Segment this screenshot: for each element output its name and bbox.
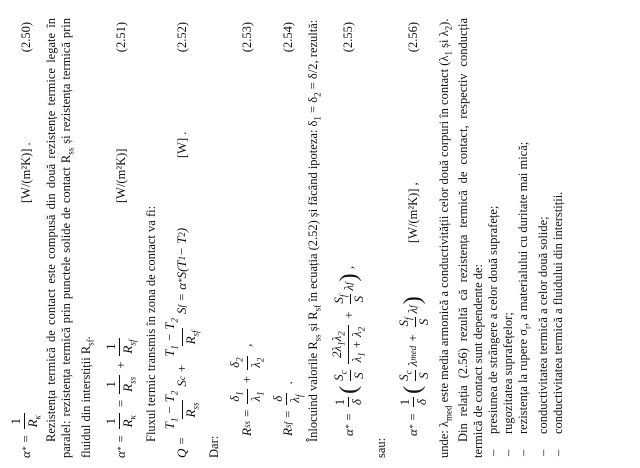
equation-2-54-formula: R sf = δ $\lambda_f$ . (270, 380, 305, 436)
equation-2-54-number: (2.54) (280, 22, 295, 53)
equation-2-54 (270, 18, 306, 458)
paragraph-unde: unde: $\lambda_{med}$ este media armonică a conductivității celor două corpuri în contact ($\lambda_1$ și $\lambda_2$). (436, 18, 453, 458)
equation-2-52-unit: [W] . (174, 131, 189, 158)
equation-2-53 (224, 18, 270, 458)
paragraph-rezistenta: Rezistența termică de contact este compusă din două rezistențe termice legate în paralel: rezistența termică prin punctele solide de contact $R_{ss}$ și rezistența termică prin fluidul din interstiții $R_{sf}$. (44, 18, 95, 458)
equation-2-50-unit: [W/(m²K)] . (18, 142, 33, 203)
equation-2-56-formula: α * = 1 δ ( $S_c$ S λ med + $S_f$ S λ f ) (395, 296, 431, 436)
list-item: – rezistența la rupere $\sigma_r$, a materialului cu duritate mai mică; (516, 141, 533, 456)
document-body (8, 18, 566, 458)
label-dar: Dar: (207, 435, 221, 458)
paragraph-din-relatia: Din relația (2.56) rezultă că rezistența termică de contact, respectiv conducția termică de contact sunt dependente de: (456, 18, 485, 458)
list-item: – conductivitatea termică a fluidului din interstiții. (550, 191, 565, 456)
paragraph-inlocuind: Înlocuind valorile $R_{ss}$ și $R_{sf}$ în ecuația (2.52) și făcând ipoteza: $\delta_1 = \delta_2 = \delta/2$, rezultă: (306, 19, 323, 442)
list-item: – rugozitatea suprafețelor; (501, 312, 515, 456)
equation-2-50-number: (2.50) (18, 22, 33, 53)
equation-2-56-unit: [W/(m²K)] , (406, 182, 420, 243)
equation-2-56-number: (2.56) (406, 22, 420, 53)
equation-2-53-number: (2.53) (239, 22, 254, 53)
equation-2-51-formula: α * = 1 $R_\kappa$ = 1 $R_{ss}$ + 1 $R_{sf}$ (103, 339, 138, 458)
paragraph-flux: Fluxul termic transmis în zona de contact va fi: (144, 205, 158, 442)
equation-2-53-formula: R ss = $\delta_1$ $\lambda_1$ + $\delta_2$ $\lambda_2$ , (227, 343, 266, 436)
equation-2-51-number: (2.51) (113, 22, 128, 53)
equation-2-50-formula: α * = 1 $R_\kappa$ (8, 415, 43, 458)
dependency-list (486, 18, 566, 458)
label-sau: sau: (373, 437, 388, 458)
list-item: – conductivitatea termică a celor două solide; (535, 216, 550, 456)
equation-2-52-formula: Q = $T_1 - T_2$ $R_{ss}$ S c + $T_1 - T_2$ $R_{sf}$ S f = α * S(T 1 − T 2 ) (162, 227, 201, 458)
equation-2-50 (8, 18, 44, 458)
equation-2-51-unit: [W/(m²K)] (113, 148, 128, 203)
list-item: – presiunea de strângere a celor două suprafețe; (486, 205, 500, 456)
equation-2-56 (391, 18, 437, 458)
equation-2-55-number: (2.55) (341, 22, 355, 53)
equation-2-55 (326, 18, 372, 458)
equation-2-55-formula: α * = 1 δ ( $S_c$ S $2\lambda_1\lambda_2$ $\lambda_1 + \lambda_2$ + $S_f$ S λ f ) , (328, 265, 367, 436)
equation-2-52 (159, 18, 205, 458)
equation-2-52-number: (2.52) (174, 22, 189, 53)
equation-2-51 (98, 18, 144, 458)
